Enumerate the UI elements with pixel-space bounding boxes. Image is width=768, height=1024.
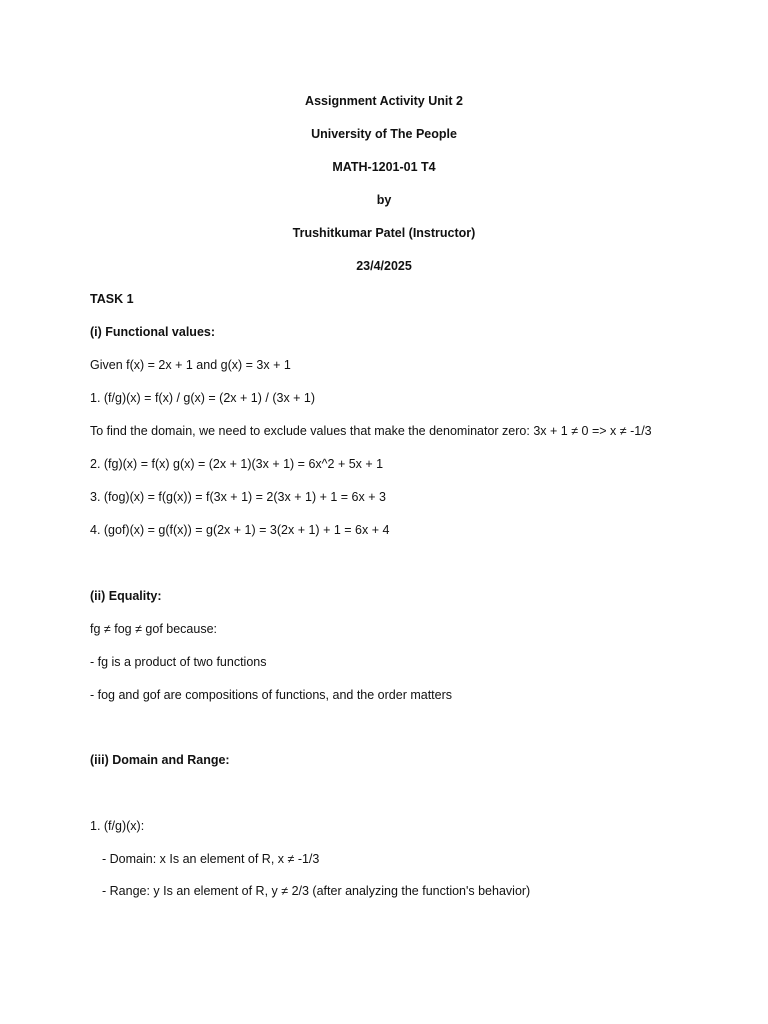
equality-statement: fg ≠ fog ≠ gof because: xyxy=(90,622,217,636)
section-heading-functional-values: (i) Functional values: xyxy=(90,325,216,339)
author-name: Trushitkumar Patel (Instructor) xyxy=(292,226,476,240)
domain-line: - Domain: x Is an element of R, x ≠ -1/3 xyxy=(102,852,320,866)
equality-reason-1: - fg is a product of two functions xyxy=(90,655,267,669)
item-fog: 3. (fog)(x) = f(g(x)) = f(3x + 1) = 2(3x + 1) + 1 = 6x + 3 xyxy=(90,490,386,504)
item-gof: 4. (gof)(x) = g(f(x)) = g(2x + 1) = 3(2x + 1) + 1 = 6x + 4 xyxy=(90,523,390,537)
item-quotient: 1. (f/g)(x) = f(x) / g(x) = (2x + 1) / (3x + 1) xyxy=(90,391,316,405)
given-functions: Given f(x) = 2x + 1 and g(x) = 3x + 1 xyxy=(90,358,291,372)
task-heading: TASK 1 xyxy=(90,292,134,306)
document-date: 23/4/2025 xyxy=(356,259,412,273)
section-heading-equality: (ii) Equality: xyxy=(90,589,162,603)
university-name: University of The People xyxy=(311,127,457,141)
domain-note: To find the domain, we need to exclude values that make the denominator zero: 3x + 1 ≠ 0 => x ≠ -1/3 xyxy=(90,424,652,438)
equality-reason-2: - fog and gof are compositions of functions, and the order matters xyxy=(90,688,453,702)
section-heading-domain-range: (iii) Domain and Range: xyxy=(90,753,230,767)
by-label: by xyxy=(376,193,392,207)
item-product: 2. (fg)(x) = f(x) g(x) = (2x + 1)(3x + 1) = 6x^2 + 5x + 1 xyxy=(90,457,384,471)
domain-range-item-1: 1. (f/g)(x): xyxy=(90,819,145,833)
range-line: - Range: y Is an element of R, y ≠ 2/3 (after analyzing the function's behavior) xyxy=(102,884,531,898)
course-code: MATH-1201-01 T4 xyxy=(332,160,436,174)
document-title: Assignment Activity Unit 2 xyxy=(305,94,463,108)
